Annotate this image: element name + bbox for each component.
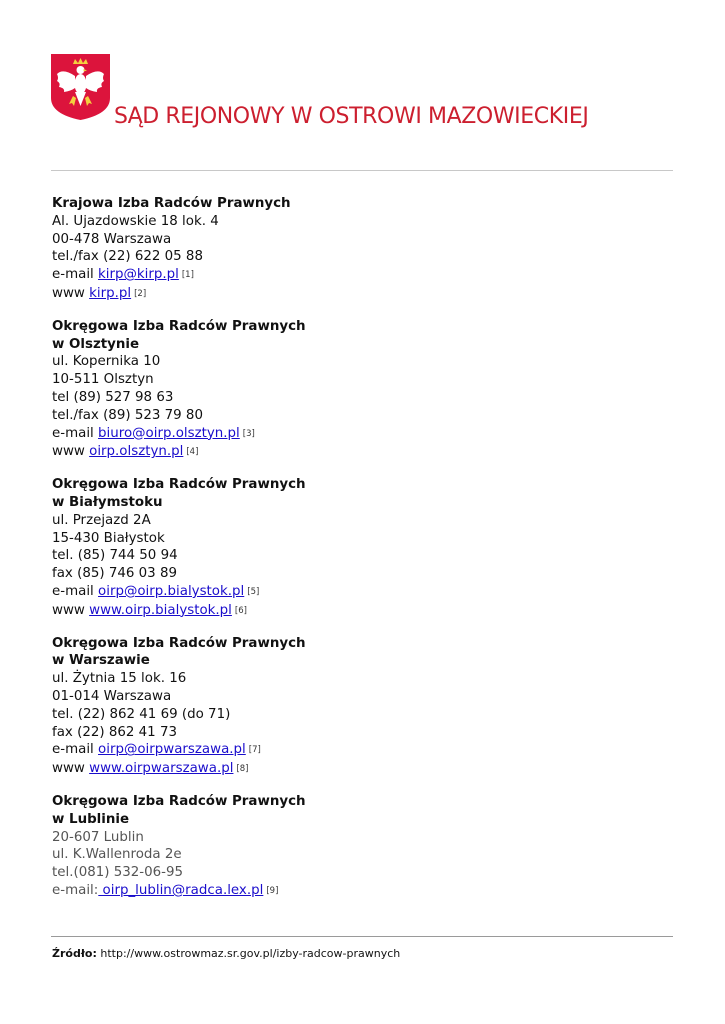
line-prefix: www <box>52 285 90 301</box>
contact-detail: fax (22) 862 41 73 <box>52 724 177 740</box>
contact-detail: fax (85) 746 03 89 <box>52 566 177 582</box>
contact-list <box>52 195 672 915</box>
email-link[interactable]: oirp@oirpwarszawa.pl <box>98 742 246 758</box>
header-divider <box>51 170 673 171</box>
chamber-name: Okręgowa Izba Radców Prawnych <box>52 793 306 809</box>
chamber-contact-block <box>52 476 672 620</box>
chamber-name: w Lublinie <box>52 811 130 827</box>
line-prefix: e-mail <box>52 425 99 441</box>
line-prefix: www <box>52 602 90 618</box>
chamber-name: w Białymstoku <box>52 494 163 510</box>
website-line <box>52 285 672 304</box>
footnote-ref: [8] <box>236 764 249 775</box>
footnote-ref: [7] <box>248 745 261 756</box>
chamber-name: w Olsztynie <box>52 336 140 352</box>
contact-detail: tel./fax (89) 523 79 80 <box>52 407 203 423</box>
footnote-ref: [1] <box>181 270 194 281</box>
contact-detail: 15-430 Białystok <box>52 530 165 546</box>
chamber-contact-block <box>52 195 672 304</box>
contact-detail: tel. (85) 744 50 94 <box>52 548 178 564</box>
email-line <box>52 425 672 444</box>
footnote-ref: [9] <box>266 885 279 896</box>
source-url: http://www.ostrowmaz.sr.gov.pl/izby-radcow-prawnych <box>100 947 401 960</box>
line-prefix: e-mail <box>52 583 99 599</box>
contact-detail: 10-511 Olsztyn <box>52 372 154 388</box>
footnote-ref: [6] <box>234 605 247 616</box>
contact-detail: ul. K.Wallenroda 2e <box>52 847 182 863</box>
contact-detail: Al. Ujazdowskie 18 lok. 4 <box>52 213 219 229</box>
email-line <box>52 583 672 602</box>
source-label: Źródło: <box>52 947 97 960</box>
contact-detail: 01-014 Warszawa <box>52 688 172 704</box>
website-link[interactable]: oirp.olsztyn.pl <box>89 444 184 460</box>
email-link[interactable]: biuro@oirp.olsztyn.pl <box>98 425 240 441</box>
email-line <box>52 266 672 285</box>
line-prefix: e-mail <box>52 742 99 758</box>
contact-detail: tel (89) 527 98 63 <box>52 389 174 405</box>
chamber-contact-block <box>52 318 672 462</box>
website-link[interactable]: kirp.pl <box>89 285 132 301</box>
contact-detail: tel. (22) 862 41 69 (do 71) <box>52 706 231 722</box>
page-title: SĄD REJONOWY W OSTROWI MAZOWIECKIEJ <box>114 104 589 129</box>
line-prefix: e-mail <box>52 267 99 283</box>
page-header <box>51 54 673 134</box>
website-line <box>52 760 672 779</box>
website-link[interactable]: www.oirp.bialystok.pl <box>89 602 232 618</box>
website-link[interactable]: www.oirpwarszawa.pl <box>89 761 234 777</box>
chamber-name: Okręgowa Izba Radców Prawnych <box>52 635 306 651</box>
contact-detail: tel./fax (22) 622 05 88 <box>52 249 203 265</box>
chamber-name: w Warszawie <box>52 653 150 669</box>
email-link[interactable]: oirp@oirp.bialystok.pl <box>98 583 245 599</box>
contact-detail: ul. Przejazd 2A <box>52 512 151 528</box>
chamber-name: Krajowa Izba Radców Prawnych <box>52 196 291 211</box>
source-footer <box>52 947 400 960</box>
contact-detail: ul. Żytnia 15 lok. 16 <box>52 671 187 687</box>
email-link[interactable]: kirp@kirp.pl <box>98 267 179 283</box>
footer-divider <box>51 936 673 937</box>
footnote-ref: [3] <box>242 428 255 439</box>
email-line <box>52 882 672 901</box>
email-line <box>52 741 672 760</box>
contact-detail: 00-478 Warszawa <box>52 231 172 247</box>
contact-detail: ul. Kopernika 10 <box>52 354 161 370</box>
chamber-name: Okręgowa Izba Radców Prawnych <box>52 477 306 493</box>
website-line <box>52 602 672 621</box>
line-prefix: e-mail: <box>52 882 99 898</box>
footnote-ref: [4] <box>186 447 199 458</box>
contact-detail: 20-607 Lublin <box>52 829 144 845</box>
polish-eagle-emblem-icon <box>51 54 110 120</box>
line-prefix: www <box>52 444 90 460</box>
chamber-contact-block <box>52 635 672 779</box>
chamber-contact-block <box>52 793 672 901</box>
website-line <box>52 443 672 462</box>
line-prefix: www <box>52 761 90 777</box>
contact-detail: tel.(081) 532-06-95 <box>52 865 184 881</box>
chamber-name: Okręgowa Izba Radców Prawnych <box>52 318 306 334</box>
email-link[interactable]: oirp_lublin@radca.lex.pl <box>98 882 264 898</box>
footnote-ref: [5] <box>247 586 260 597</box>
footnote-ref: [2] <box>134 288 147 299</box>
